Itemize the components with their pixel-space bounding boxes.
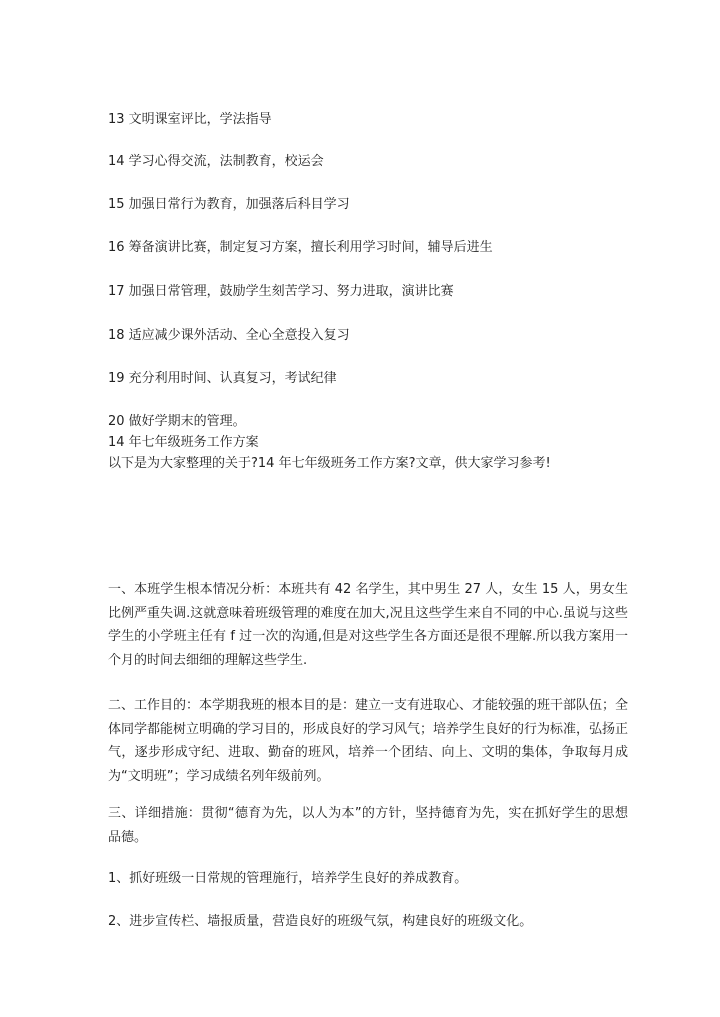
paragraph-measure-2: 2、进步宣传栏、墙报质量，营造良好的班级气氛，构建良好的班级文化。 <box>108 914 533 929</box>
document-title: 14 年七年级班务工作方案 <box>108 435 259 450</box>
paragraph-measures: 三、详细措施：贯彻“德育为先，以人为本”的方针，坚持德育为先，实在抓好学生的思想品德。 <box>108 806 628 845</box>
paragraph-student-analysis: 一、本班学生根本情况分析：本班共有 42 名学生，其中男生 27 人，女生 15 人，男女生比例严重失调.这就意味着班级管理的难度在加大,况且这些学生来自不同的中心.虽说与这些学生的小学班主任有 f 过一次的沟通,但是对这些学生各方面还是很不理解.所以我方案用一个月的时间去细细的理解这些学生. <box>108 582 628 668</box>
schedule-item-14: 14 学习心得交流，法制教育，校运会 <box>108 154 324 169</box>
schedule-item-20: 20 做好学期末的管理。 <box>108 414 246 429</box>
schedule-item-18: 18 适应减少课外活动、全心全意投入复习 <box>108 328 350 343</box>
paragraph-work-goals: 二、工作目的：本学期我班的根本目的是：建立一支有进取心、才能较强的班干部队伍；全体同学都能树立明确的学习目的，形成良好的学习风气；培养学生良好的行为标准，弘扬正气，逐步形成守纪、进取、勤奋的班风，培养一个团结、向上、文明的集体，争取每月成为“文明班”；学习成绩名列年级前列。 <box>108 698 629 784</box>
paragraph-measure-1: 1、抓好班级一日常规的管理施行，培养学生良好的养成教育。 <box>108 871 468 886</box>
intro-text: 以下是为大家整理的关于?14 年七年级班务工作方案?文章，供大家学习参考! <box>108 456 551 471</box>
schedule-item-17: 17 加强日常管理，鼓励学生刻苦学习、努力进取，演讲比赛 <box>108 284 454 299</box>
schedule-item-19: 19 充分利用时间、认真复习，考试纪律 <box>108 371 337 386</box>
schedule-item-15: 15 加强日常行为教育，加强落后科目学习 <box>108 197 350 212</box>
schedule-item-13: 13 文明课室评比，学法指导 <box>108 112 272 127</box>
schedule-item-16: 16 筹备演讲比赛，制定复习方案，擅长利用学习时间，辅导后进生 <box>108 240 493 255</box>
